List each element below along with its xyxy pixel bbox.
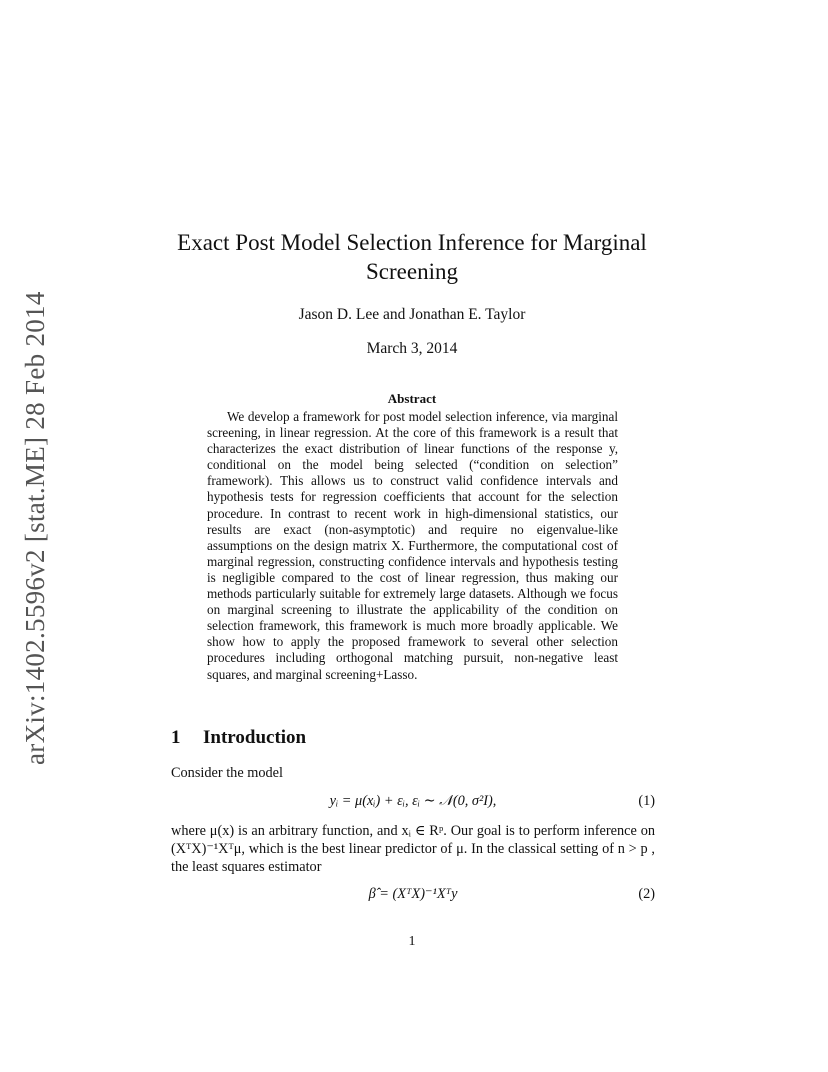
section-heading-introduction	[171, 727, 306, 749]
section-number: 1	[171, 727, 181, 748]
equation-2	[171, 886, 655, 906]
intro-paragraph-1: Consider the model	[171, 765, 283, 781]
equation-2-body: β̂ = (XᵀX)⁻¹Xᵀy	[368, 886, 458, 902]
equation-2-number: (2)	[638, 886, 655, 902]
equation-1-body: yᵢ = μ(xᵢ) + εᵢ, εᵢ ∼ 𝒩(0, σ²I),	[329, 793, 497, 809]
abstract-heading: Abstract	[387, 391, 437, 406]
page-number: 1	[408, 934, 416, 949]
equation-1-number: (1)	[638, 793, 655, 809]
equation-1	[171, 793, 655, 813]
paper-title: Exact Post Model Selection Inference for Marginal Screening	[177, 230, 647, 284]
paper-authors: Jason D. Lee and Jonathan E. Taylor	[298, 306, 526, 323]
section-title: Introduction	[203, 727, 307, 748]
abstract-text: We develop a framework for post model selection inference, via marginal screening, in linear regression. At the core of this framework is a result that characterizes the exact distribution of linear functions of the response y, conditional on the model being selected (“condition on selection” framework). This allows us to construct valid confidence intervals and hypothesis tests for regression coefficients that account for the selection procedure. In contrast to recent work in high-dimensional statistics, our results are exact (non-asymptotic) and require no eigenvalue-like assumptions on the design matrix X. Furthermore, the computational cost of marginal regression, constructing confidence intervals and hypothesis testing is negligible compared to the cost of linear regression, thus making our methods particularly suitable for extremely large datasets. Although we focus on marginal screening to illustrate the applicability of the condition on selection framework, this framework is much more broadly applicable. We show how to apply the proposed framework to several other selection procedures including orthogonal matching pursuit, non-negative least squares, and marginal screening+Lasso.	[207, 409, 618, 682]
intro-paragraph-2: where μ(x) is an arbitrary function, and xᵢ ∈ Rᵖ. Our goal is to perform inference on (XᵀX)⁻¹Xᵀμ, which is the best linear predictor of μ. In the classical setting of n > p , the least squares estimator	[171, 823, 655, 875]
arxiv-identifier-stamp: arXiv:1402.5596v2 [stat.ME] 28 Feb 2014	[20, 291, 50, 765]
paper-date: March 3, 2014	[366, 340, 458, 357]
